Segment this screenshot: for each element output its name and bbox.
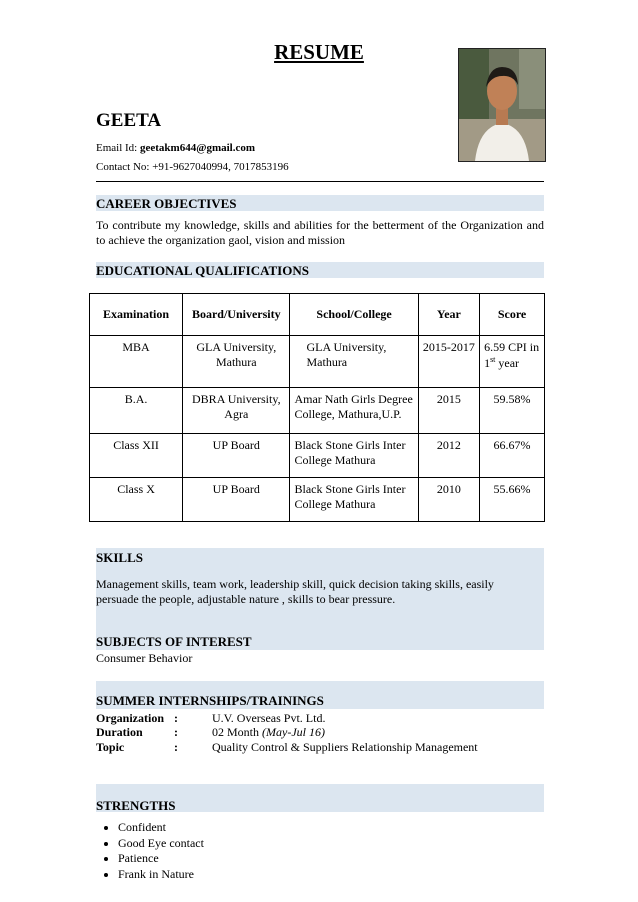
table-cell: DBRA University, Agra — [183, 388, 290, 434]
table-cell: GLA University, Mathura — [183, 336, 290, 388]
career-text: To contribute my knowledge, skills and abilities for the betterment of the Organization and to achieve the organization gaol, vision and mission — [96, 218, 544, 247]
table-row — [90, 388, 545, 434]
table-row — [90, 434, 545, 478]
table-cell: Class XII — [90, 434, 183, 478]
email-value: geetakm644@gmail.com — [140, 142, 256, 154]
table-row — [90, 478, 545, 522]
profile-photo — [458, 48, 546, 162]
col-examination: Examination — [90, 294, 183, 336]
internship-topic-row — [96, 740, 478, 755]
table-cell: 6.59 CPI in 1st year — [480, 336, 545, 388]
topic-label: Topic — [96, 740, 125, 754]
internship-duration-row — [96, 725, 325, 740]
table-cell: Class X — [90, 478, 183, 522]
duration-value: 02 Month — [212, 725, 260, 739]
table-cell: 66.67% — [480, 434, 545, 478]
list-item: • Patience — [118, 851, 204, 867]
career-heading-bar — [96, 195, 544, 211]
candidate-name: GEETA — [96, 110, 162, 131]
topic-value: Quality Control & Suppliers Relationship Management — [212, 740, 478, 754]
skills-text: Management skills, team work, leadership skill, quick decision taking skills, easily persuade the people, adjustable nature , skills to bear pressure. — [96, 577, 494, 606]
table-row — [90, 336, 545, 388]
colon: : — [174, 711, 178, 725]
skills-heading: SKILLS — [96, 550, 143, 565]
table-cell: 55.66% — [480, 478, 545, 522]
organization-label: Organization — [96, 711, 164, 725]
table-cell: 2010 — [418, 478, 479, 522]
table-cell: UP Board — [183, 434, 290, 478]
email-label: Email Id: — [96, 142, 138, 154]
table-cell: Black Stone Girls Inter College Mathura — [290, 434, 418, 478]
col-score: Score — [480, 294, 545, 336]
contact-label: Contact No: — [96, 161, 150, 173]
email-line — [96, 142, 255, 154]
contact-value: +91-9627040994, 7017853196 — [152, 161, 289, 173]
strengths-list — [96, 820, 204, 882]
skills-section — [96, 548, 544, 650]
career-heading: CAREER OBJECTIVES — [96, 196, 237, 211]
organization-value: U.V. Overseas Pvt. Ltd. — [212, 711, 326, 725]
internship-heading: SUMMER INTERNSHIPS/TRAININGS — [96, 693, 324, 708]
internship-organization-row — [96, 711, 325, 726]
resume-title: RESUME — [274, 40, 364, 64]
colon: : — [174, 740, 178, 754]
table-cell: 59.58% — [480, 388, 545, 434]
colon: : — [174, 725, 178, 739]
table-cell: Black Stone Girls Inter College Mathura — [290, 478, 418, 522]
list-item: • Good Eye contact — [118, 836, 204, 852]
interest-heading: SUBJECTS OF INTEREST — [96, 634, 252, 649]
education-table — [89, 293, 545, 522]
table-cell: MBA — [90, 336, 183, 388]
col-board: Board/University — [183, 294, 290, 336]
list-item: • Frank in Nature — [118, 867, 204, 883]
col-year: Year — [418, 294, 479, 336]
internship-heading-bar — [96, 681, 544, 709]
table-header-row — [90, 294, 545, 336]
strengths-heading-bar — [96, 784, 544, 812]
table-cell: GLA University, Mathura — [290, 336, 418, 388]
duration-label: Duration — [96, 725, 143, 739]
education-heading: EDUCATIONAL QUALIFICATIONS — [96, 263, 309, 278]
table-cell: Amar Nath Girls Degree College, Mathura,U.P. — [290, 388, 418, 434]
table-cell: 2012 — [418, 434, 479, 478]
header-divider — [96, 181, 544, 182]
list-item: • Confident — [118, 820, 204, 836]
table-cell: B.A. — [90, 388, 183, 434]
duration-note: (May-Jul 16) — [262, 725, 325, 739]
table-cell: 2015-2017 — [418, 336, 479, 388]
strengths-heading: STRENGTHS — [96, 798, 176, 813]
table-cell: 2015 — [418, 388, 479, 434]
contact-line — [96, 161, 289, 173]
interest-text: Consumer Behavior — [96, 651, 193, 665]
profile-photo-image — [459, 49, 545, 161]
col-school: School/College — [290, 294, 418, 336]
education-heading-bar — [96, 262, 544, 278]
table-cell: UP Board — [183, 478, 290, 522]
